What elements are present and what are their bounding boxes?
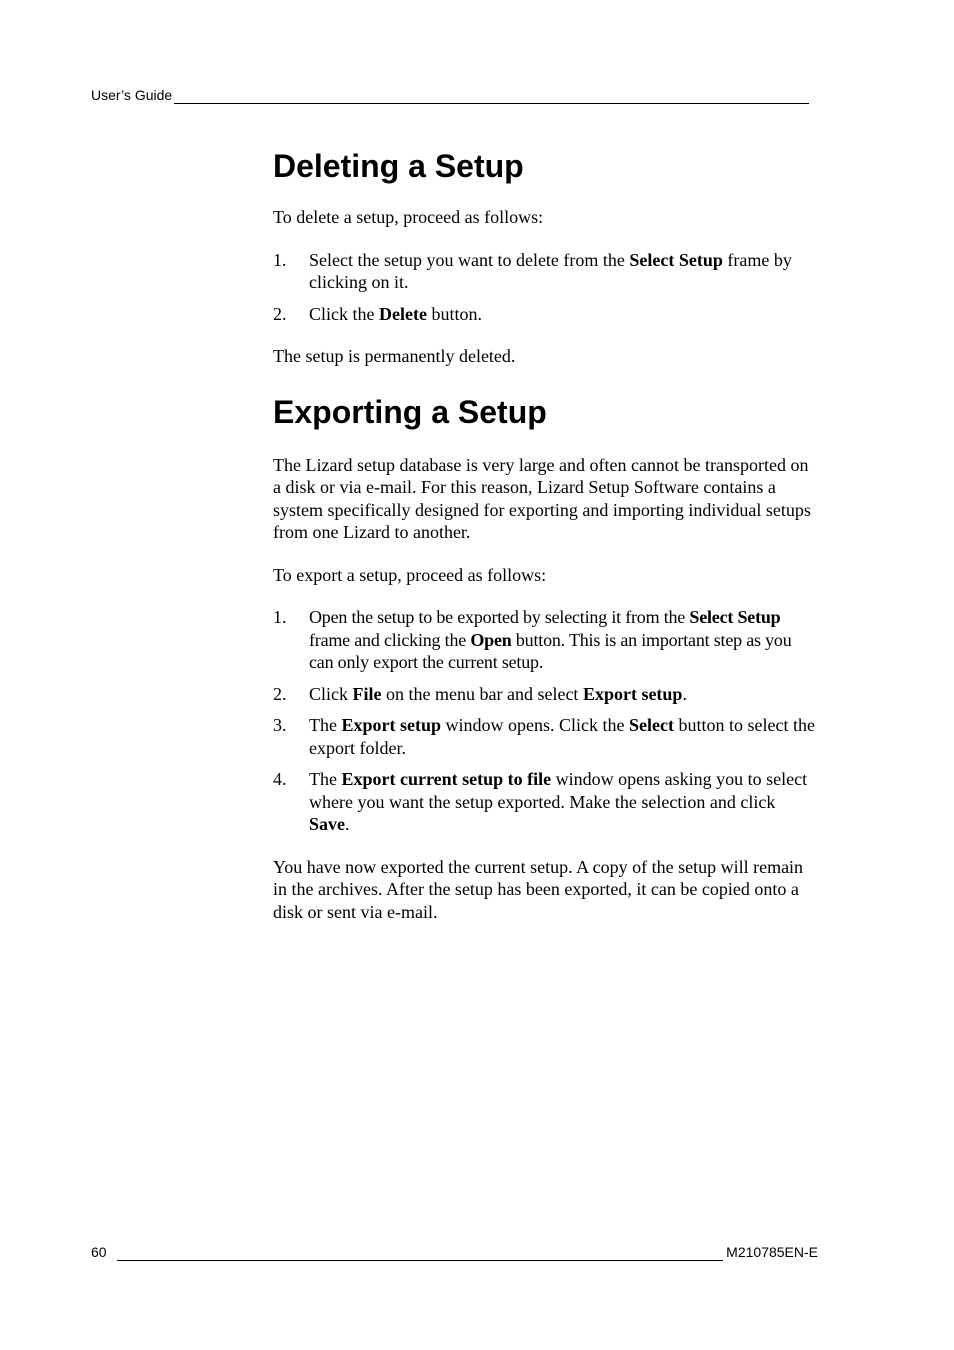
export-description: The Lizard setup database is very large and often cannot be transported on a disk or via e-mail. For this reason, Lizard Setup Software contains a system specifically designed for exporting and importing individual setups from one Lizard to another. [273,454,811,542]
header-rule [174,89,809,104]
delete-outro: The setup is permanently deleted. [273,346,516,366]
delete-intro: To delete a setup, proceed as follows: [273,207,544,227]
step-text: The Export current setup to file window opens asking you to select where you want the setup exported. Make the selection and click Save. [309,769,808,834]
list-item [273,249,818,294]
heading-deleting-setup: Deleting a Setup [273,148,524,184]
step-text: Select the setup you want to delete from the Select Setup frame by clicking on it. [309,249,792,292]
running-header [91,86,811,104]
step-number: 1. [273,607,287,627]
page-number: 60 [91,1244,107,1260]
heading-exporting-setup: Exporting a Setup [273,393,547,430]
delete-steps-list [273,249,818,326]
step-text: Click File on the menu bar and select Export setup. [309,683,687,704]
list-item [273,714,818,759]
header-title: User’s Guide [91,87,173,103]
document-id: M210785EN-E [726,1244,818,1260]
step-text: Open the setup to be exported by selecting it from the Select Setup frame and clicking the Open button. This is an important step as you can only export the current setup. [309,607,792,672]
page-content [273,146,818,943]
export-intro: To export a setup, proceed as follows: [273,564,547,585]
list-item [273,768,818,836]
running-footer [91,1243,818,1261]
step-number: 3. [273,715,287,735]
list-item [273,606,818,674]
step-number: 2. [273,683,287,704]
step-number: 1. [273,249,287,270]
footer-rule [117,1246,724,1261]
step-number: 2. [273,303,287,324]
list-item [273,303,818,326]
list-item [273,683,818,706]
step-text: The Export setup window opens. Click the Select button to select the export folder. [309,715,815,758]
export-outro: You have now exported the current setup. A copy of the setup will remain in the archives. After the setup has been exported, it can be copied onto a disk or sent via e-mail. [273,856,804,922]
step-text: Click the Delete button. [309,303,482,324]
step-number: 4. [273,769,287,789]
export-steps-list [273,606,818,836]
